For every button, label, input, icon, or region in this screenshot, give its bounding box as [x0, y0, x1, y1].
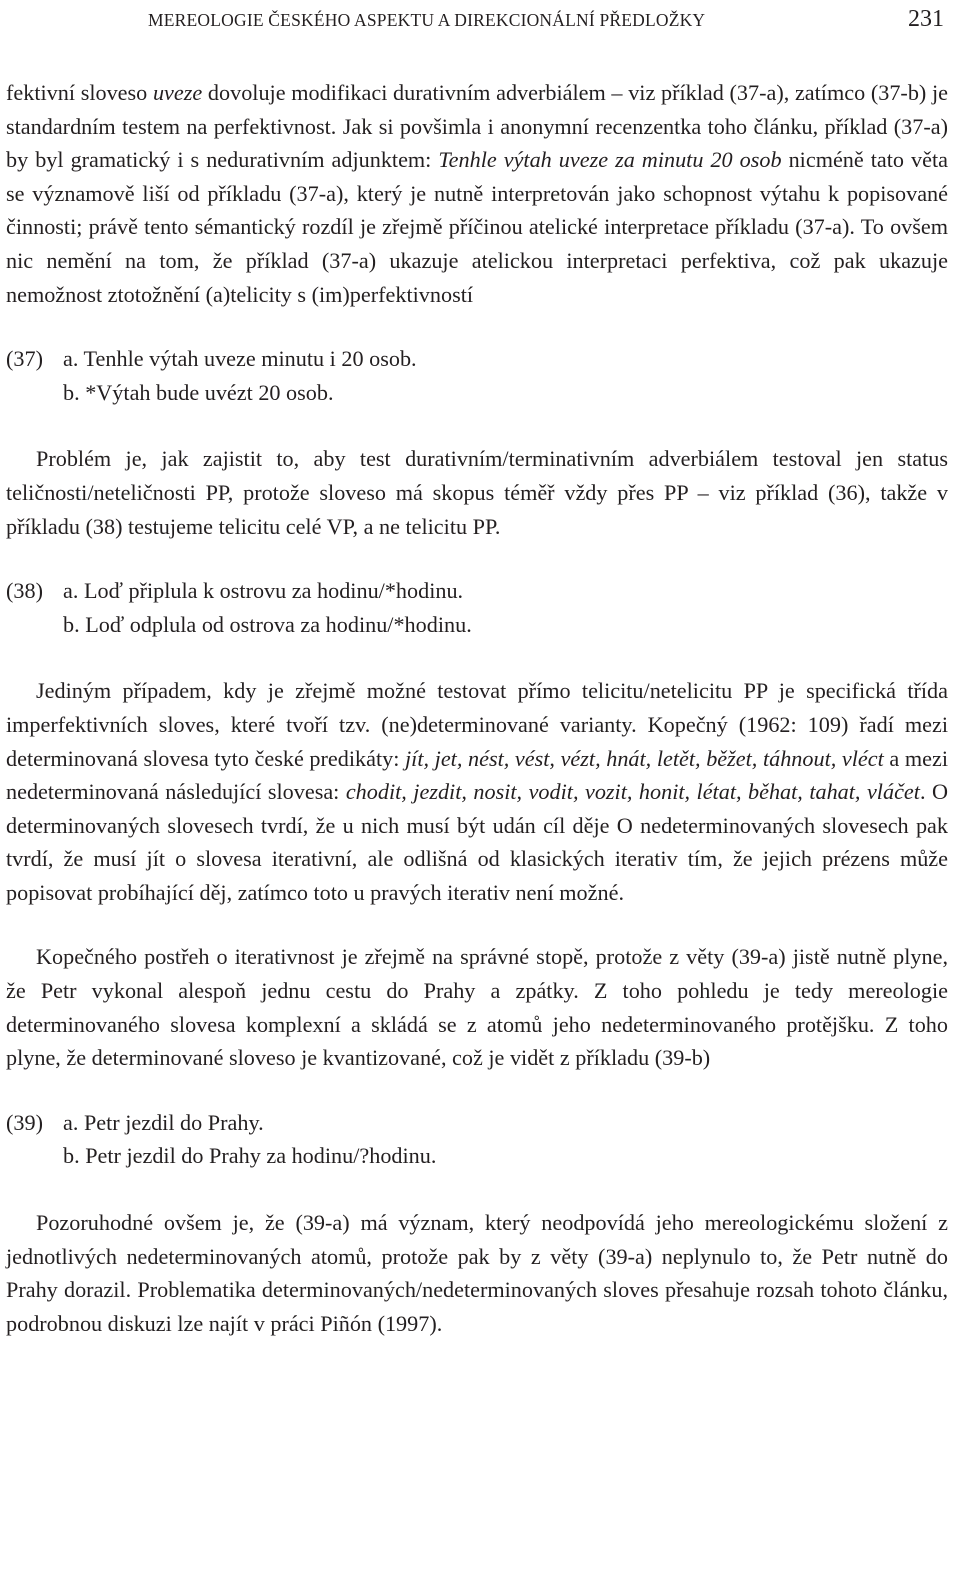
p3-italic-1: jít, jet, nést, vést, vézt, hnát, letět, běžet, táhnout, vléct: [405, 745, 884, 771]
page-body: [6, 76, 948, 1340]
p1-italic-1: uveze: [152, 80, 203, 105]
p3-italic-2: chodit, jezdit, nosit, vodit, vozit, honit, létat, běhat, tahat, vláčet: [345, 779, 920, 805]
example-37-number: (37): [6, 346, 43, 372]
example-39: [6, 1106, 948, 1173]
example-39-b: b. Petr jezdil do Prahy za hodinu/?hodinu.: [63, 1143, 437, 1169]
example-37-b: b. *Výtah bude uvézt 20 osob.: [63, 379, 334, 405]
running-title: MEREOLOGIE ČESKÉHO ASPEKTU A DIREKCIONÁLNÍ PŘEDLOŽKY: [148, 10, 706, 30]
example-38-b: b. Loď odplula od ostrova za hodinu/*hodinu.: [63, 611, 472, 637]
running-head: [148, 6, 948, 36]
p1-italic-2: Tenhle výtah uveze za minutu 20 osob: [438, 147, 782, 173]
paragraph-5: Pozoruhodné ovšem je, že (39-a) má význam, který neodpovídá jeho mereologickému složení z jednotlivých nedeterminovaných atomů, protože pak by z věty (39-a) neplynulo to, že Petr nutně do Prahy dorazil. Problematika determinovaných/nedeterminovaných sloves přesahuje rozsah tohoto článku, podrobnou diskuzi lze najít v práci Piñón (1997).: [6, 1210, 948, 1336]
p1-text-1: fektivní sloveso: [6, 80, 153, 105]
example-38: [6, 574, 948, 641]
paragraph-2: Problém je, jak zajistit to, aby test durativním/terminativním adverbiálem testoval jen status teličnosti/neteličnosti PP, protože sloveso má skopus téměř vždy přes PP – viz příklad (36), takže v příkladu (38) testujeme telicitu celé VP, a ne telicitu PP.: [6, 446, 948, 539]
p1-text-3: nicméně tato věta se významově liší od příkladu (37-a), který je nutně interpretován jako schopnost výtahu k popisované činnosti; právě tento sémantický rozdíl je zřejmě příčinou atelické interpretace příkladu (37-a). To ovšem nic nemění na tom, že příklad (37-a) ukazuje atelickou interpretaci perfektiva, což pak ukazuje nemožnost ztotožnění (a)telicity s (im)perfektivností: [6, 147, 948, 307]
p3-text-2: a mezi nedeterminovaná následující slovesa:: [6, 745, 949, 805]
paragraph-1: [6, 76, 948, 311]
example-37-a: a. Tenhle výtah uveze minutu i 20 osob.: [63, 346, 417, 372]
example-39-a: a. Petr jezdil do Prahy.: [63, 1109, 264, 1135]
example-37: [6, 342, 948, 409]
example-38-number: (38): [6, 578, 43, 604]
p3-text-1: Jediným případem, kdy je zřejmě možné testovat přímo telicitu/netelicitu PP je specifická třída imperfektivních sloves, které tvoří tzv. (ne)determinované varianty. Kopečný (1962: 109) řadí mezi determinovaná slovesa tyto české predikáty:: [6, 678, 948, 771]
example-38-a: a. Loď připlula k ostrovu za hodinu/*hodinu.: [63, 578, 464, 604]
p3-text-3: . O determinovaných slovesech tvrdí, že u nich musí být udán cíl děje O nedeterminovaných slovesech pak tvrdí, že musí jít o slovesa iterativní, ale odlišná od klasických iterativ tím, že jejich prézens může popisovat probíhající děj, zatímco toto u pravých iterativ není možné.: [6, 779, 948, 905]
paragraph-4: Kopečného postřeh o iterativnost je zřejmě na správné stopě, protože z věty (39-a) jistě nutně plyne, že Petr vykonal alespoň jednu cestu do Prahy a zpátky. Z toho pohledu je tedy mereologie determinovaného slovesa komplexní a skládá se z atomů jeho nedeterminovaného protějšku. Z toho plyne, že determinované sloveso je kvantizované, což je vidět z příkladu (39-b): [6, 944, 948, 1071]
paragraph-3: [6, 674, 948, 909]
page-number: 231: [908, 6, 944, 32]
p1-text-2: dovoluje modifikaci durativním adverbiálem – viz příklad (37-a), zatímco (37-b) je standardním testem na perfektivnost. Jak si povšimla i anonymní recenzentka toho článku, příklad (37-a) by byl gramatický i s nedurativním adjunktem:: [6, 80, 948, 173]
example-39-number: (39): [6, 1109, 43, 1135]
